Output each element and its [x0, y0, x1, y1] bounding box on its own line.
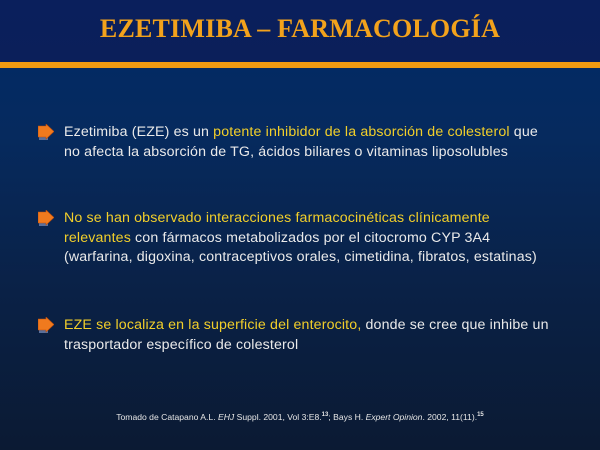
citation-part-4: . 2002, 11(11).: [422, 412, 478, 422]
orange-arrow-bullet-icon: [38, 210, 54, 226]
citation-ref-2: 15: [477, 412, 484, 419]
orange-arrow-bullet-icon: [38, 317, 54, 333]
citation-part-2: Suppl. 2001, Vol 3:E8.: [234, 412, 322, 422]
citation-ref-1: 13: [321, 412, 329, 419]
bullet-text-3: [64, 316, 554, 355]
bullet-text-2: [64, 209, 554, 268]
bullet-1-pre: Ezetimiba (EZE) es un: [64, 124, 214, 140]
citation-part-3: ; Bays H.: [328, 412, 366, 422]
citation-journal-1: EHJ: [217, 412, 235, 422]
orange-arrow-bullet-icon: [38, 124, 54, 140]
bullet-2-post: con fármacos metabolizados por el citocromo CYP 3A4 (warfarina, digoxina, contraceptivos orales, cimetidina, fibratos, estatinas): [64, 229, 537, 265]
bullet-1-post: que no afecta la absorción de TG, ácidos biliares o vitaminas liposolubles: [64, 124, 538, 160]
citation-part-1: Tomado de Catapano A.L.: [116, 412, 218, 422]
bullet-2-highlight: No se han observado interacciones farmacocinéticas clínicamente relevantes: [64, 210, 490, 246]
bullet-1-highlight: potente inhibidor de la absorción de colesterol: [213, 124, 510, 140]
bullet-text-1: [64, 123, 554, 162]
citation-footer: [0, 412, 600, 422]
bullet-3-highlight: EZE se localiza en la superficie del enterocito,: [64, 317, 362, 333]
title-divider: [0, 62, 600, 68]
slide-title: EZETIMIBA – FARMACOLOGÍA: [99, 14, 501, 43]
bullet-3-post: donde se cree que inhibe un trasportador específico de colesterol: [64, 317, 549, 353]
citation-journal-2: Expert Opinion: [365, 412, 423, 422]
